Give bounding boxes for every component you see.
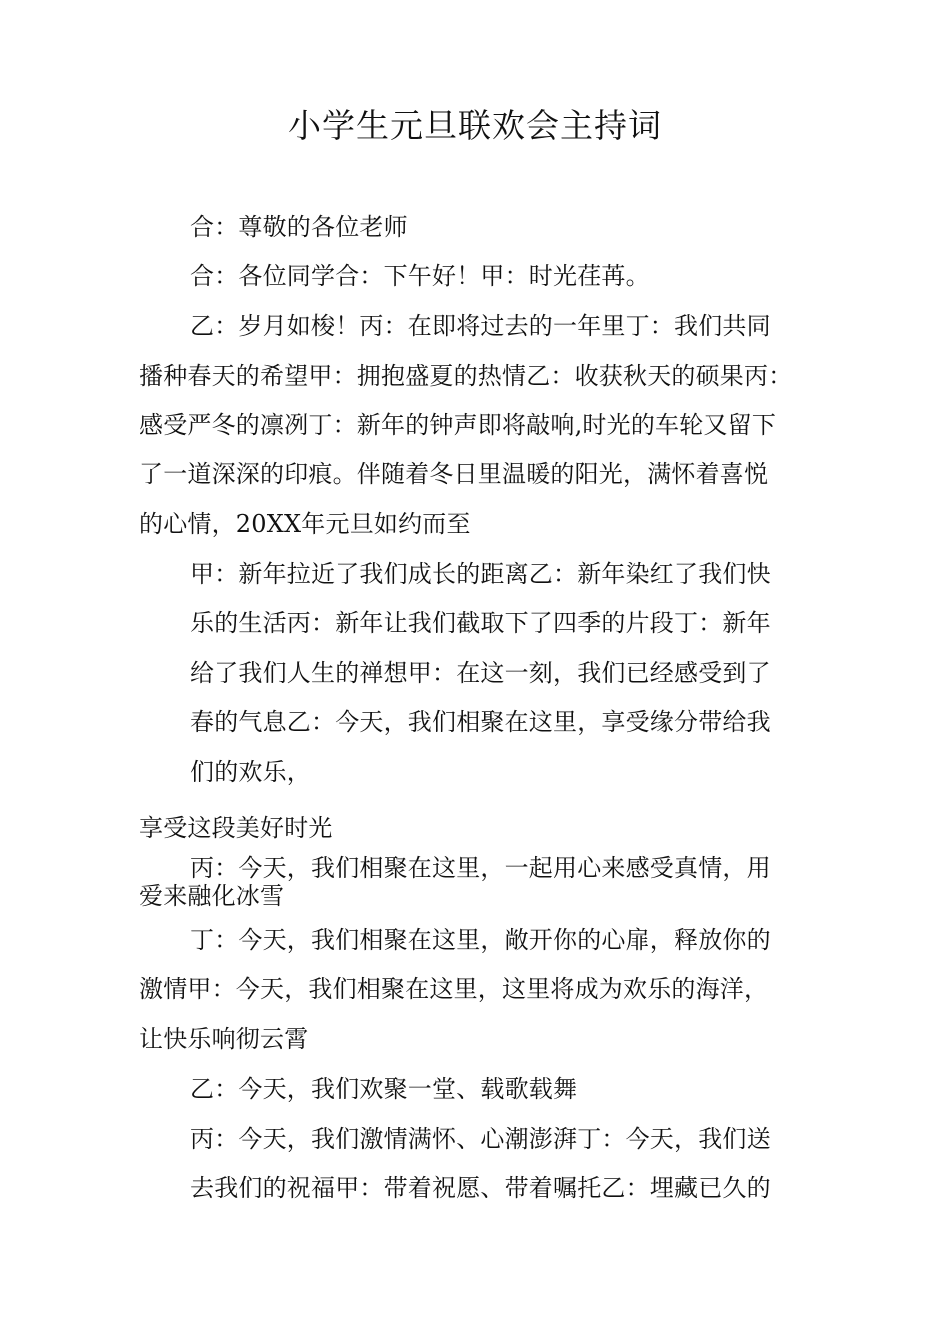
text-line: 乐的生活丙：新年让我们截取下了四季的片段丁：新年	[190, 609, 771, 637]
text-line: 丁：今天，我们相聚在这里，敞开你的心扉，释放你的	[190, 926, 771, 954]
text-line: 们的欢乐，	[190, 758, 311, 786]
text-line: 春的气息乙：今天，我们相聚在这里，享受缘分带给我	[190, 708, 771, 736]
text-line: 的心情，20XX年元旦如约而至	[139, 510, 471, 538]
text-line: 乙：今天，我们欢聚一堂、载歌载舞	[190, 1075, 578, 1103]
text-line: 丙：今天，我们激情满怀、心潮澎湃丁：今天，我们送	[190, 1125, 771, 1153]
document-title: 小学生元旦联欢会主持词	[288, 106, 662, 145]
text-line: 去我们的祝福甲：带着祝愿、带着嘱托乙：埋藏已久的	[190, 1174, 771, 1202]
text-line: 感受严冬的凛冽丁：新年的钟声即将敲响,时光的车轮又留下	[139, 411, 777, 439]
text-line: 爱来融化冰雪	[139, 882, 285, 910]
text-line: 合：各位同学合：下午好！甲：时光荏苒。	[190, 262, 650, 290]
text-line: 合：尊敬的各位老师	[190, 213, 408, 241]
text-line: 给了我们人生的禅想甲：在这一刻，我们已经感受到了	[190, 659, 771, 687]
text-line: 了一道深深的印痕。伴随着冬日里温暖的阳光，满怀着喜悦	[139, 460, 769, 488]
text-line: 享受这段美好时光	[139, 814, 333, 842]
text-line: 甲：新年拉近了我们成长的距离乙：新年染红了我们快	[190, 560, 771, 588]
text-line: 让快乐响彻云霄	[139, 1025, 309, 1053]
text-line: 播种春天的希望甲：拥抱盛夏的热情乙：收获秋天的硕果丙：	[139, 362, 793, 390]
text-line: 丙：今天，我们相聚在这里，一起用心来感受真情，用	[190, 854, 771, 882]
text-line: 激情甲：今天，我们相聚在这里，这里将成为欢乐的海洋，	[139, 975, 769, 1003]
text-line: 乙：岁月如梭！丙：在即将过去的一年里丁：我们共同	[190, 312, 771, 340]
